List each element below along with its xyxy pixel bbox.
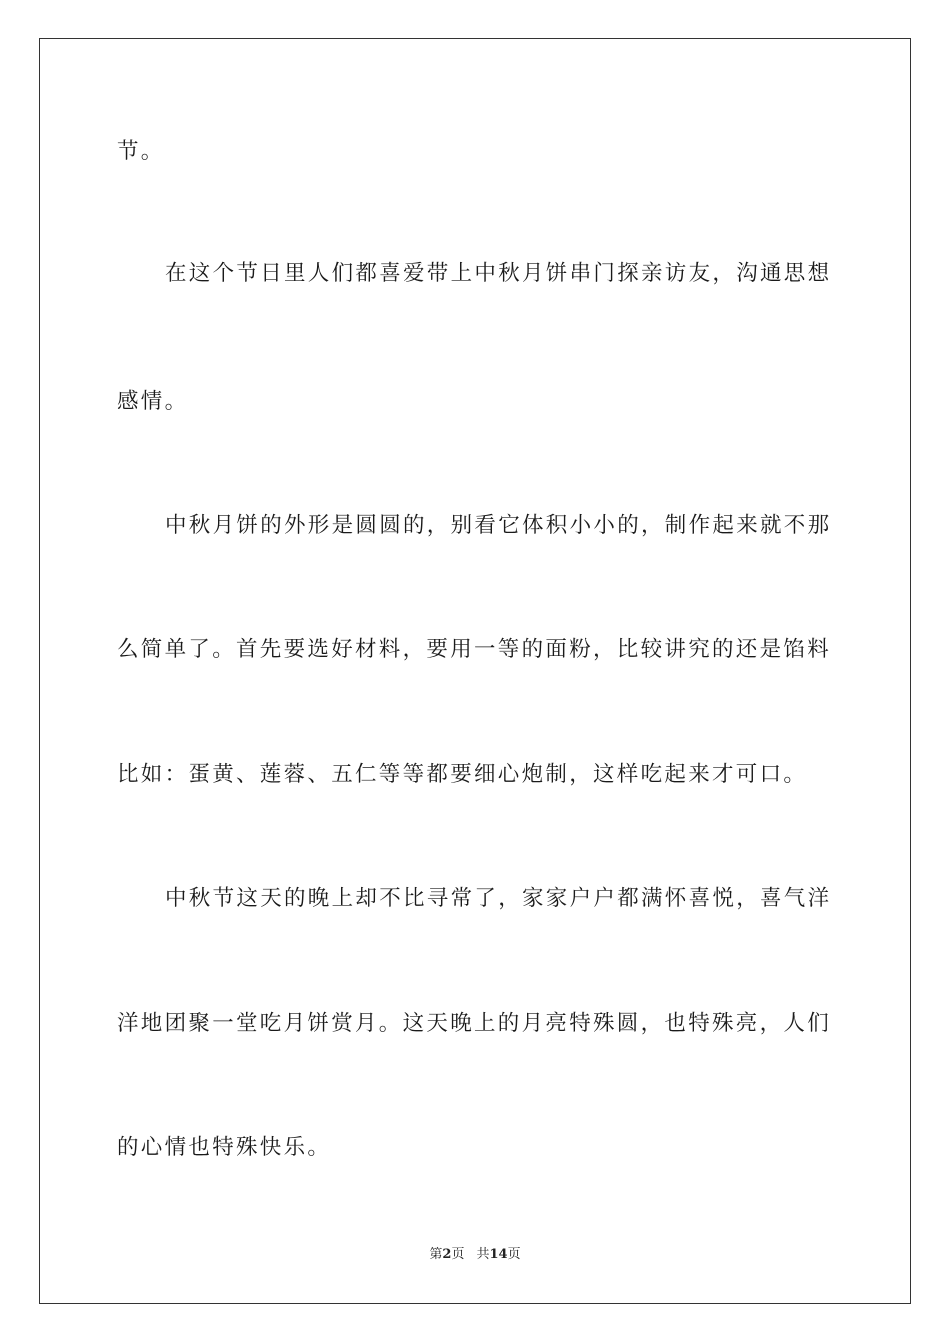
page-border	[39, 38, 911, 1304]
text-line-2: 在这个节日里人们都喜爱带上中秋月饼串门探亲访友，沟通思想	[165, 261, 832, 286]
text-line-7: 中秋节这天的晚上却不比寻常了，家家户户都满怀喜悦，喜气洋	[165, 886, 832, 911]
text-line-9: 的心情也特殊快乐。	[117, 1135, 332, 1160]
text-line-3: 感情。	[117, 389, 189, 414]
text-line-8: 洋地团聚一堂吃月饼赏月。这天晚上的月亮特殊圆，也特殊亮，人们	[117, 1011, 832, 1036]
text-line-1: 节。	[117, 139, 165, 164]
total-suffix: 页	[507, 1247, 521, 1262]
total-pages: 14	[489, 1247, 508, 1262]
page-number: 2	[442, 1247, 452, 1262]
text-line-6: 比如：蛋黄、莲蓉、五仁等等都要细心炮制，这样吃起来才可口。	[117, 762, 808, 787]
total-prefix: 共	[476, 1247, 490, 1262]
page-prefix: 第	[429, 1247, 443, 1262]
text-line-5: 么简单了。首先要选好材料，要用一等的面粉，比较讲究的还是馅料	[117, 637, 832, 662]
page-footer	[0, 1246, 950, 1264]
page-suffix: 页	[451, 1247, 465, 1262]
text-line-4: 中秋月饼的外形是圆圆的，别看它体积小小的，制作起来就不那	[165, 513, 832, 538]
